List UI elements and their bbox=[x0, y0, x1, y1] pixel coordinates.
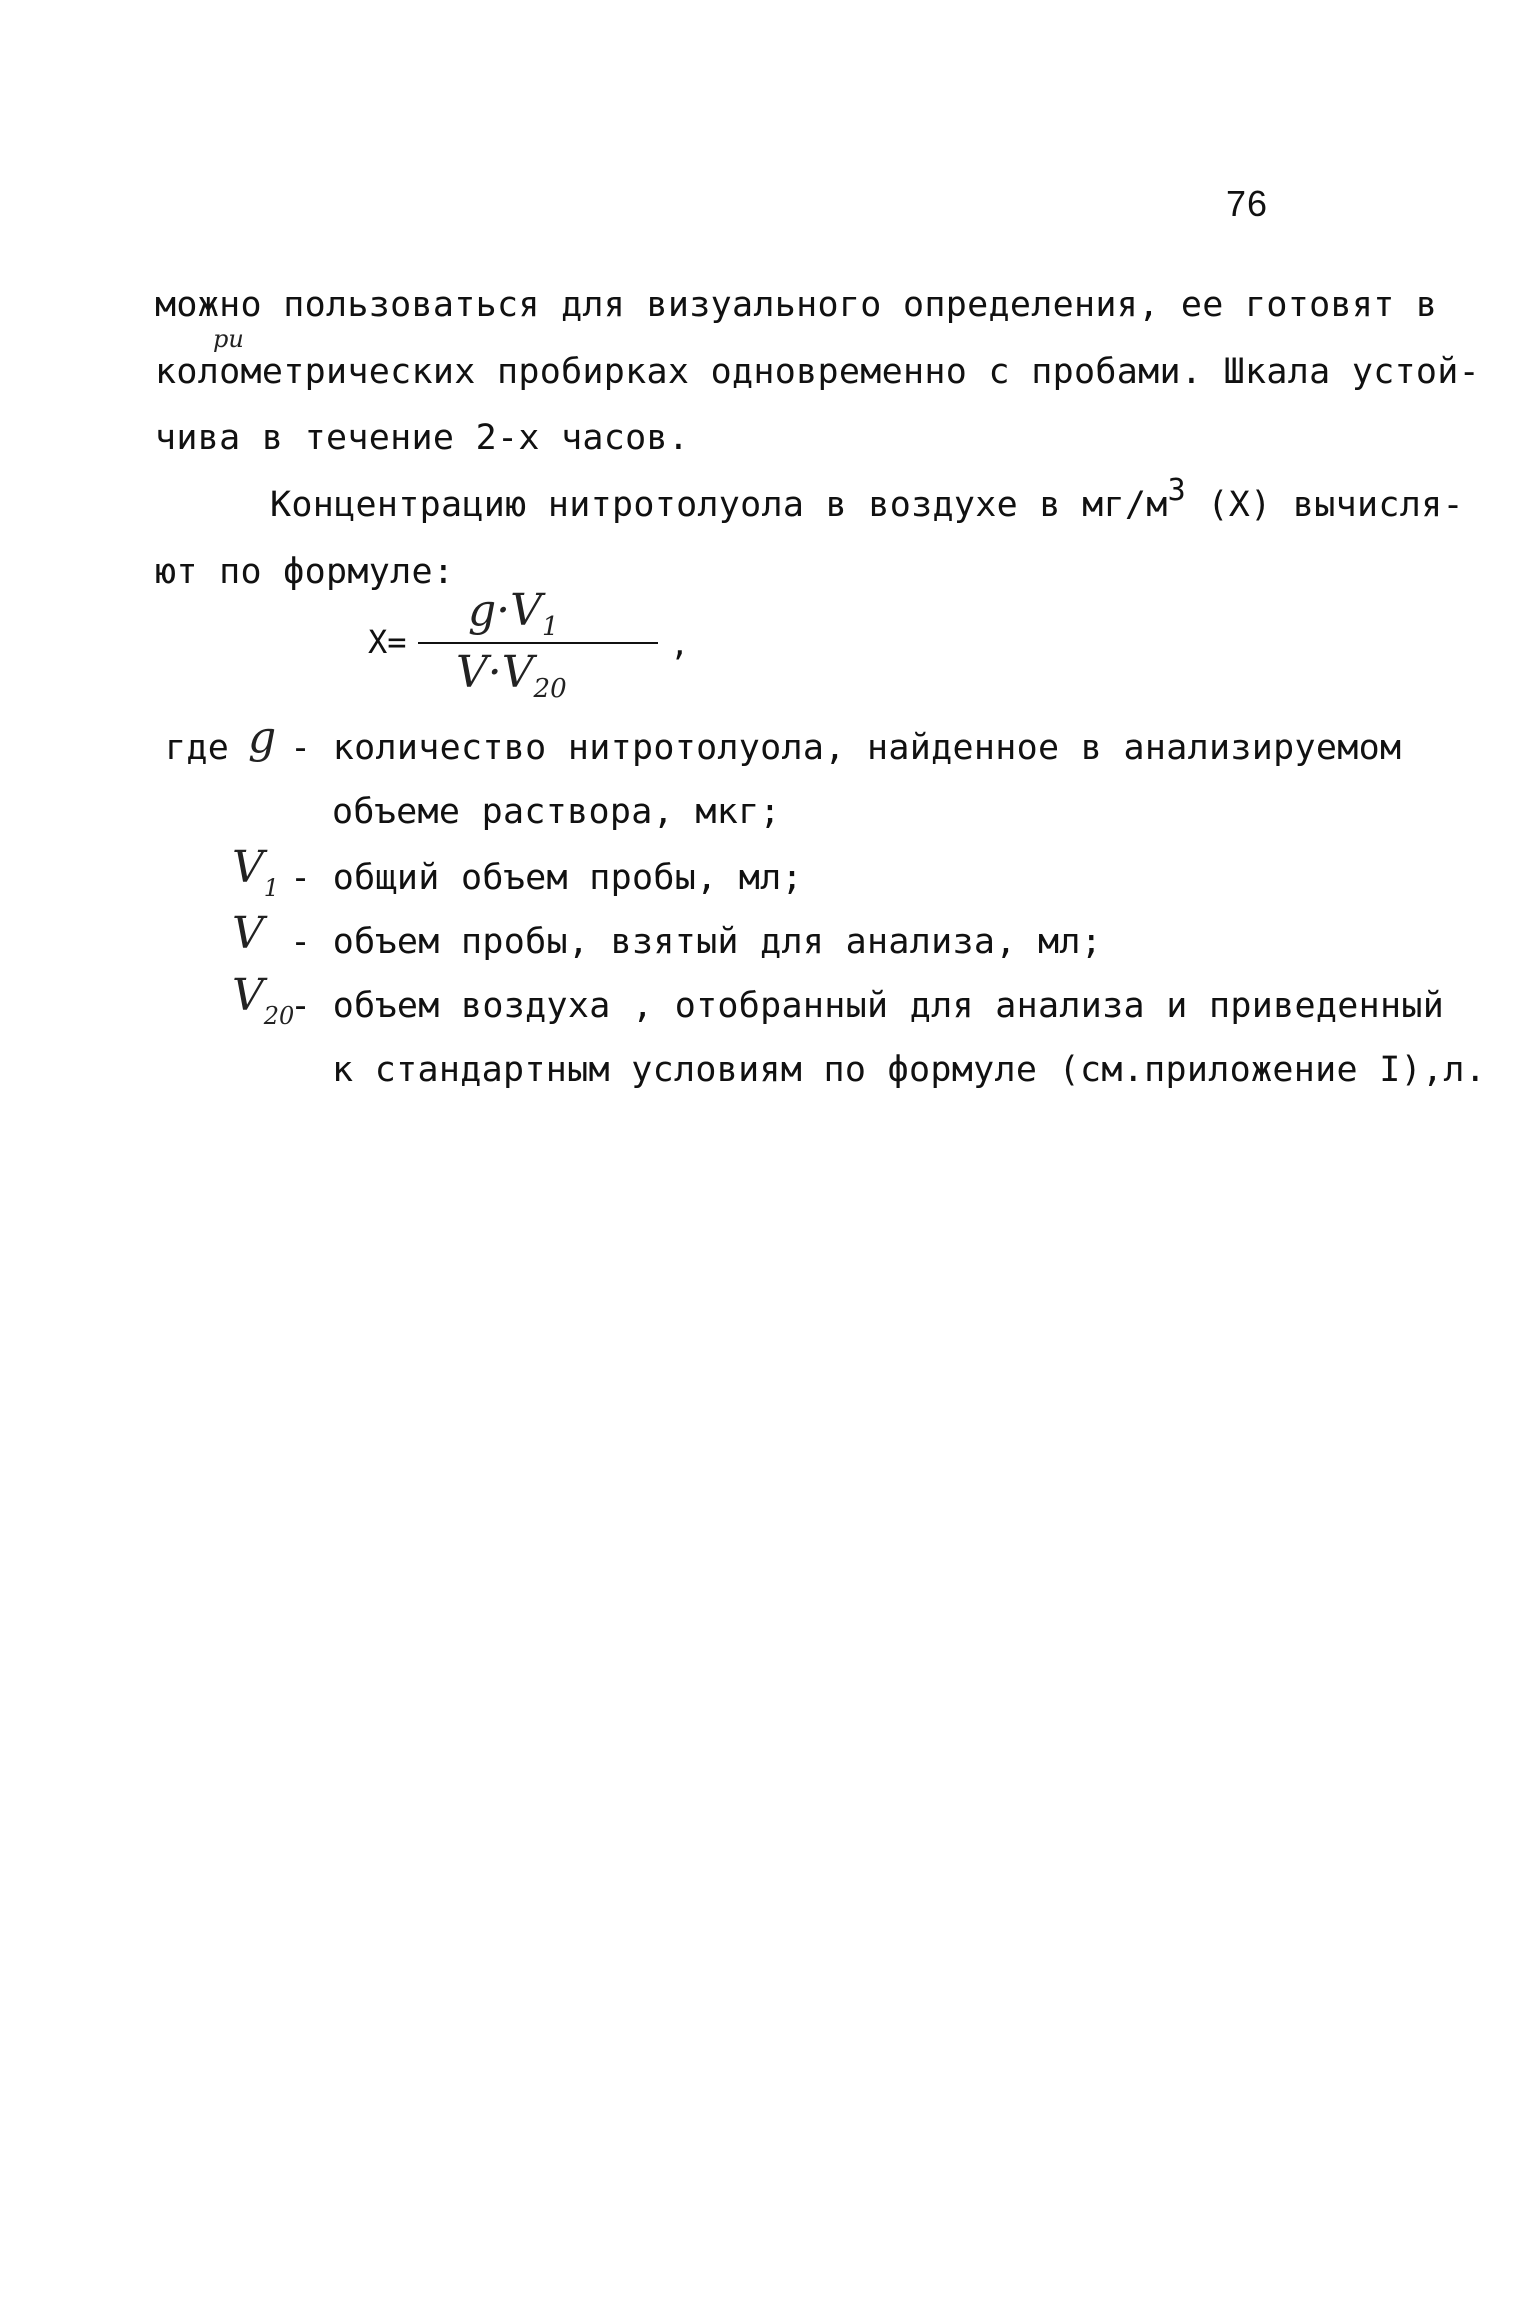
paragraph-2-line-1-text: Концентрацию нитротолуола в воздухе в мг/м bbox=[270, 485, 1168, 525]
definitions-intro: где bbox=[165, 728, 230, 768]
paragraph-1-line-1: можно пользоваться для визуального определения, ее готовят в bbox=[155, 285, 1438, 325]
paragraph-1-line-3: чива в течение 2-х часов. bbox=[155, 418, 690, 458]
paragraph-2-line-2: ют по формуле: bbox=[155, 552, 455, 592]
handwritten-insert-note: ри bbox=[213, 325, 244, 353]
formula-numerator-subscript: 1 bbox=[541, 612, 559, 642]
cubic-superscript: 3 bbox=[1167, 473, 1186, 508]
concentration-formula bbox=[368, 585, 708, 715]
symbol-v1 bbox=[232, 842, 280, 902]
definition-g-line-1: - количество нитротолуола, найденное в анализируемом bbox=[290, 728, 1402, 768]
formula-numerator bbox=[468, 585, 668, 642]
page-number: 76 bbox=[1226, 183, 1269, 224]
symbol-v1-subscript: 1 bbox=[263, 874, 280, 902]
paragraph-2-line-1-tail: (Х) вычисля- bbox=[1186, 485, 1464, 525]
formula-trailing-comma: , bbox=[670, 625, 690, 663]
definition-g-line-2: объеме раствора, мкг; bbox=[332, 792, 781, 832]
paragraph-1-line-2: колометрических пробирках одновременно с пробами. Шкала устой- bbox=[155, 352, 1481, 392]
paragraph-2-line-1 bbox=[270, 473, 1464, 525]
definition-v20-line-2: к стандартным условиям по формуле (см.приложение I),л. bbox=[332, 1050, 1487, 1090]
symbol-v20-subscript: 20 bbox=[263, 1002, 295, 1030]
formula-denominator-main: V·V bbox=[456, 647, 534, 698]
formula-denominator bbox=[456, 647, 656, 704]
fraction-bar bbox=[418, 642, 658, 644]
formula-lhs: Х= bbox=[368, 623, 407, 661]
formula-denominator-subscript: 20 bbox=[533, 674, 567, 704]
symbol-g: g bbox=[248, 712, 277, 763]
symbol-v: V bbox=[232, 908, 264, 959]
formula-numerator-main: g·V bbox=[468, 585, 542, 636]
symbol-v20 bbox=[232, 970, 295, 1030]
definition-v: - объем пробы, взятый для анализа, мл; bbox=[290, 922, 1103, 962]
symbol-v20-main: V bbox=[232, 970, 264, 1021]
definition-v20-line-1: - объем воздуха , отобранный для анализа и приведенный bbox=[290, 986, 1445, 1026]
definition-v1: - общий объем пробы, мл; bbox=[290, 858, 803, 898]
symbol-v1-main: V bbox=[232, 842, 264, 893]
